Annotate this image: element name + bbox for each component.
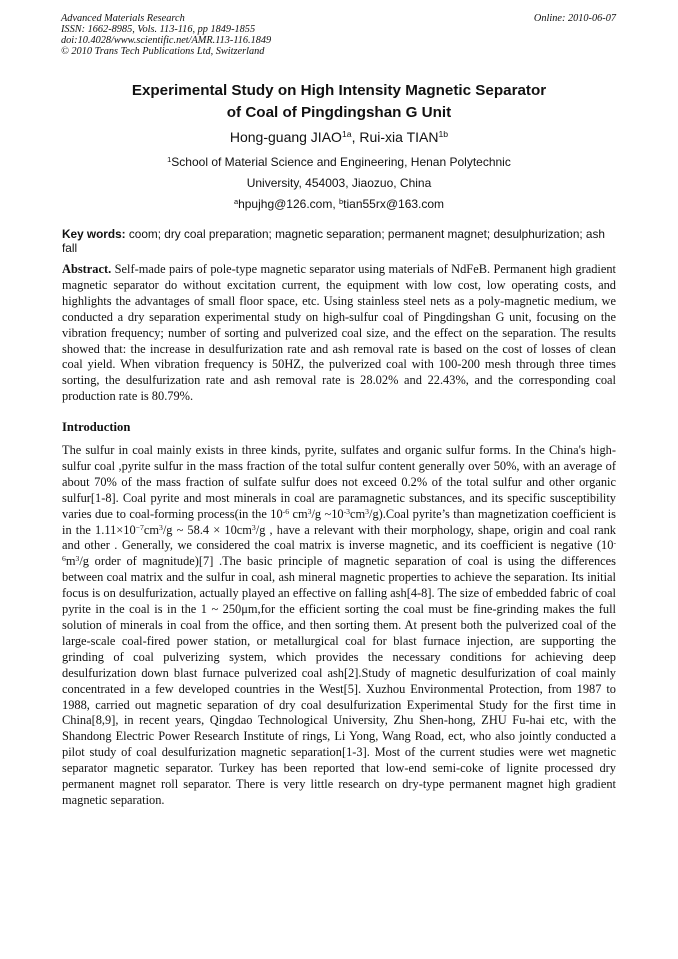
affiliation-block bbox=[0, 152, 678, 215]
intro-text-8: /g , have a relevant with their morphology, shape, origin and coal rank and other . Generally, we considered the coal matrix is inverse magnetic, and its coefficient is negative (10 bbox=[62, 522, 617, 553]
abstract bbox=[62, 262, 616, 405]
intro-text-3: /g ~10 bbox=[311, 506, 344, 521]
title-line-2: of Coal of Pingdingshan G Unit bbox=[226, 104, 452, 121]
intro-sup-6: 3 bbox=[158, 522, 163, 532]
affiliation-line-2: University, 454003, Jiaozuo, China bbox=[246, 176, 432, 190]
abstract-text: Self-made pairs of pole-type magnetic separator using materials of NdFeB. Permanent high gradient magnetic separator do without excitation current, the equipment with low cost, low operating costs, and highlights the advantages of small floor space, etc. Using stainless steel nets as a poly-magnetic medium, we conducted a dry separation experimental study on high-sulfur coal of Pingdingshan G unit, focusing on the vibration frequency; number of sorting and pulverized coal size, and the effect on the separation. The results showed that: the increase in desulfurization rate and ash removal rate is based on the cost of losses of clean coal yield. When vibration frequency is 50HZ, the pulverized coal with 100-200 mesh through three times sorting, the desulfurization rate and ash removal rate is 28.02% and 22.43%, and the corresponding coal production rate is 80.79%. bbox=[62, 262, 616, 404]
abstract-label: Abstract. bbox=[62, 262, 112, 276]
affiliation-marker: 1 bbox=[167, 154, 172, 164]
author-1-affil: 1a bbox=[341, 129, 352, 140]
journal-header bbox=[61, 13, 271, 57]
journal-name: Advanced Materials Research bbox=[61, 13, 185, 24]
issn-line: ISSN: 1662-8985, Vols. 113-116, pp 1849-1855 bbox=[61, 24, 256, 35]
section-heading-introduction: Introduction bbox=[62, 420, 131, 434]
intro-sup-4: 3 bbox=[365, 506, 369, 516]
intro-sup-3: -3 bbox=[343, 506, 351, 516]
online-date: Online: 2010-06-07 bbox=[533, 13, 616, 24]
title-line-1: Experimental Study on High Intensity Magnetic Separator bbox=[131, 82, 547, 99]
paper-title bbox=[0, 80, 678, 124]
intro-sup-5: −7 bbox=[135, 522, 144, 532]
intro-text-4: cm bbox=[350, 506, 366, 521]
keywords-label: Key words: bbox=[62, 227, 126, 241]
email-a: hpujhg@126.com, bbox=[238, 197, 339, 211]
intro-sup-7: 3 bbox=[251, 522, 256, 532]
intro-text-10: /g order of magnitude)[7] .The basic principle of magnetic separation of coal is using the differences between coal matrix and the sulfur in coal, ash mineral magnetic properties to achieve the separation. Its initial focus is on desulfurization, actually played an effective on falling ash[4-8]. The size of embedded fabric of coal pyrite in the coal is in the 1 ~ 250μm,for the efficient sorting the coal must be fine-grinding makes the full solution of minerals in coal from the office, and then sorting them. At present both the pulverized coal of the large-scale coal-fired power station, or metallurgical coal for blast furnace injection, are supporting the grinding of coal pulverizing system, which provides the necessary conditions for achieving deep desulfurization down blast furnace pulverized coal ash[2].Study of magnetic desulfurization of coal mainly concentrated in a few developed countries in the West[5]. Xuzhou Environmental Protection, from 1987 to 1988, carried out magnetic separation of dry coal desulfurization Experimental Study for the first time in China[8,9], in recent years, Qingdao Technological University, Zhu Shen-hong, ZHU Fu-hai etc, with the Shandong Electric Power Research Institute of rings, Li Yong, Wang Road, ect, who also jointly conducted a pilot study of coal desulfurization magnetic separation[1-3]. Most of the current studies were wet magnetic separator magnetic separator. Turkey has been reported that low-end semi-coke of lignite processed dry permanent magnet roll separator. There is very little research on dry-type permanent magnet high gradient magnetic separation. bbox=[62, 554, 616, 807]
intro-text-7: /g ~ 58.4 × 10cm bbox=[162, 522, 252, 537]
doi-line: doi:10.4028/www.scientific.net/AMR.113-116.1849 bbox=[61, 35, 272, 46]
intro-sup-8: -6 bbox=[62, 538, 616, 564]
intro-text-6: cm bbox=[143, 522, 159, 537]
keywords bbox=[62, 227, 616, 255]
intro-sup-1: -6 bbox=[282, 506, 290, 516]
email-marker-a: a bbox=[233, 196, 239, 206]
author-1: Hong-guang JIAO bbox=[229, 129, 342, 145]
copyright-line: © 2010 Trans Tech Publications Ltd, Switzerland bbox=[61, 46, 265, 57]
introduction-paragraph bbox=[62, 443, 616, 809]
affiliation-line-1 bbox=[0, 152, 678, 173]
email-b: tian55rx@163.com bbox=[343, 197, 445, 211]
author-separator: , bbox=[351, 129, 360, 145]
intro-text-5: /g).Coal pyrite’s than magnetization coefficient is in the 1.11×10 bbox=[62, 506, 616, 537]
intro-text-1: The sulfur in coal mainly exists in three kinds, pyrite, sulfates and organic sulfur forms. In the China's high-sulfur coal ,pyrite sulfur in the mass fraction of the total sulfur content generally over 50%, with an average of about 70% of the mass fraction of sulfate sulfur does not exceed 0.2% of the total sulfur and other organic sulfur[1-8]. Coal pyrite and most minerals in coal are paramagnetic substances, and its specific susceptibility varies due to coal-forming process(in the 10 bbox=[62, 443, 616, 521]
intro-text-9: m bbox=[65, 554, 76, 569]
email-marker-b: b bbox=[339, 196, 344, 206]
affiliation-text-1: School of Material Science and Engineering, Henan Polytechnic bbox=[171, 155, 511, 169]
intro-text-2: cm bbox=[289, 506, 308, 521]
author-2-affil: 1b bbox=[438, 129, 449, 140]
intro-sup-9: 3 bbox=[75, 554, 80, 564]
email-line bbox=[0, 194, 678, 215]
author-2: Rui-xia TIAN bbox=[359, 129, 439, 145]
intro-sup-2: 3 bbox=[307, 506, 312, 516]
author-list bbox=[0, 128, 678, 146]
keywords-text: coom; dry coal preparation; magnetic separation; permanent magnet; desulphurization; ash fall bbox=[62, 227, 605, 255]
